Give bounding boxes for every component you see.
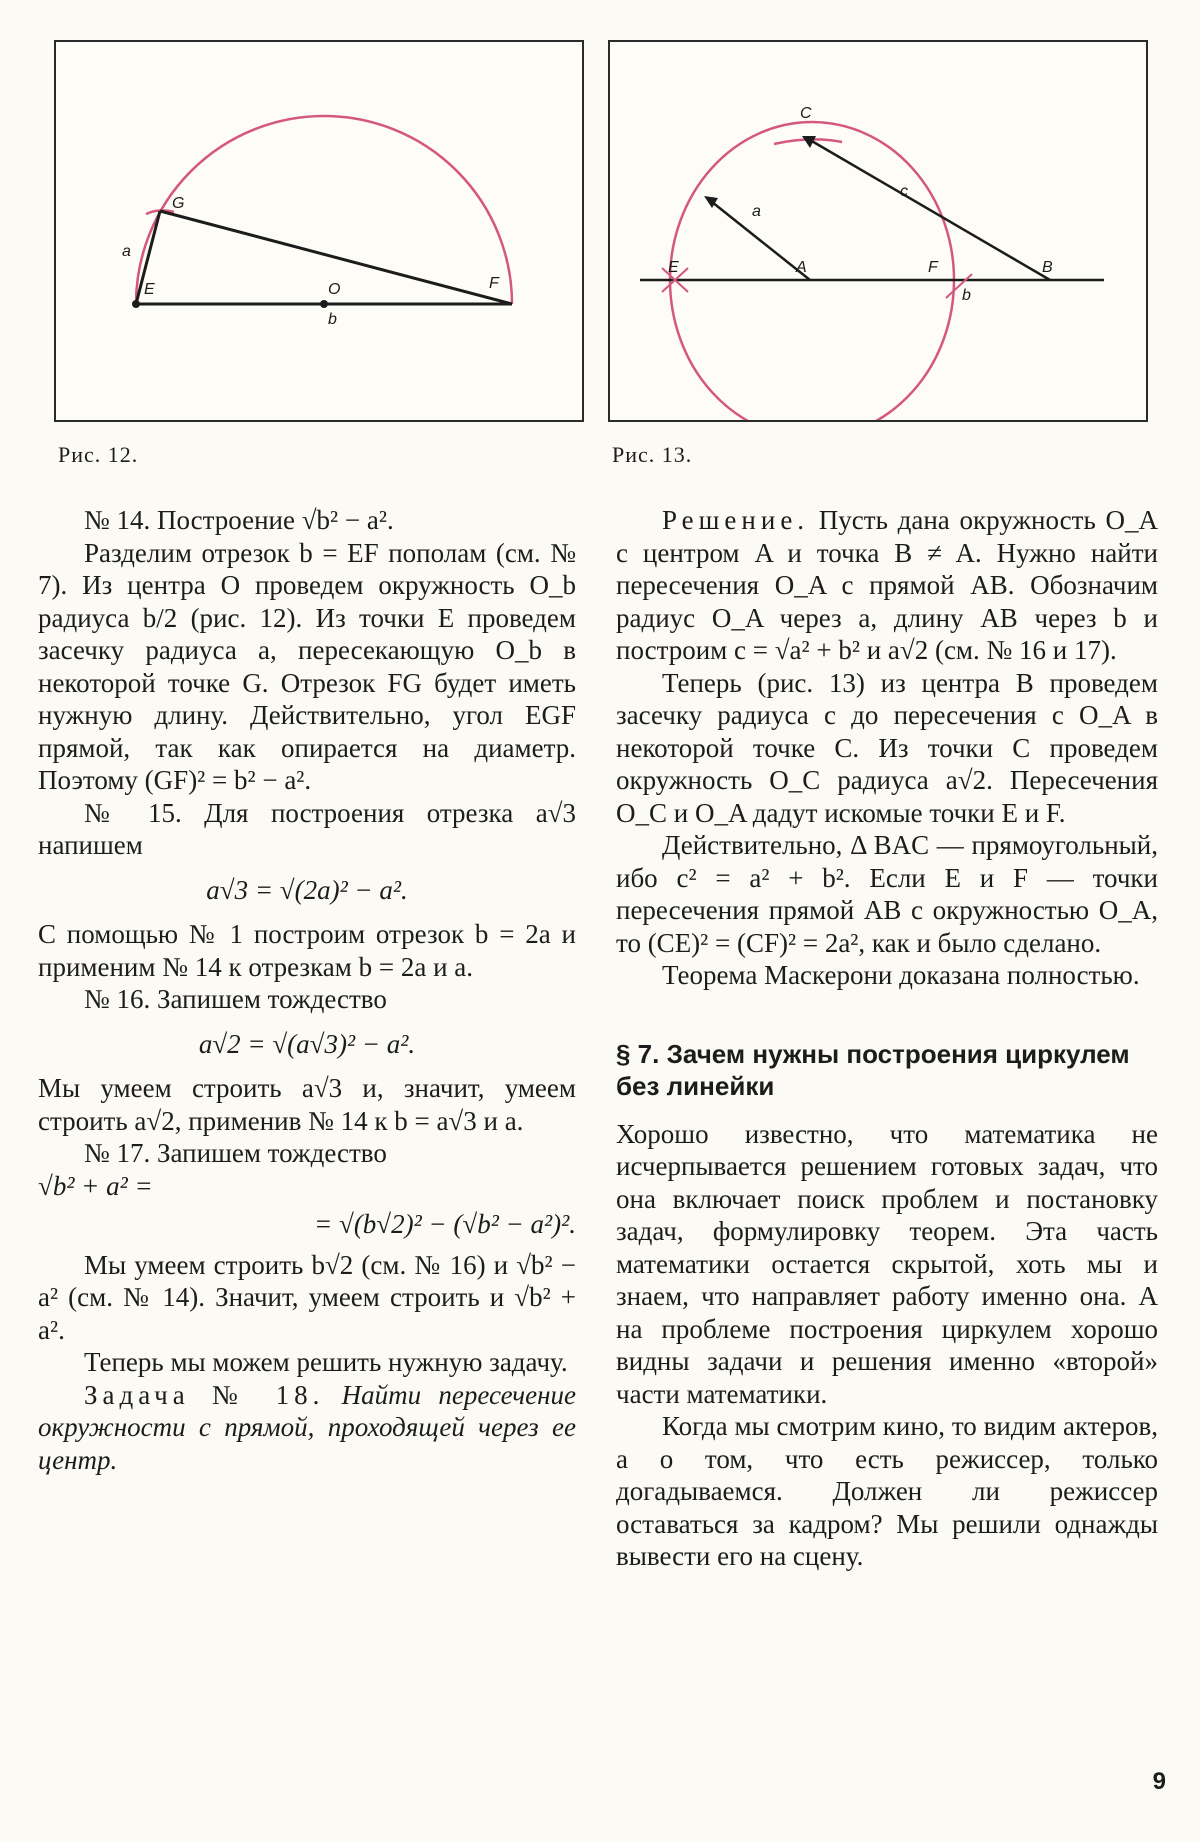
solution-text: Пусть дана окружность O_A с центром A и точка B ≠ A. Нужно найти пересечения O_A с прямой AB. Обозначим радиус O_A через a, длину AB через b и построим c = √a² + b² и a√2 (см. № 16 и 17). [616, 505, 1159, 665]
paragraph-14-body: Разделим отрезок b = EF пополам (см. № 7). Из центра O проведем окружность O_b радиуса b/2 (рис. 12). Из точки E проведем засечку радиуса a, пересекающую O_b в некоторой точке G. Отрезок FG будет иметь нужную длину. Действительно, угол EGF прямой, так как опирается на диаметр. Поэтому (GF)² = b² − a². [38, 537, 576, 795]
paragraph-14-title: № 14. Построение √b² − a². [84, 505, 394, 535]
figure-13-caption: Рис. 13. [612, 442, 693, 467]
paragraph-conclusion: Теперь мы можем решить нужную задачу. [84, 1347, 568, 1377]
paragraph-16: № 16. Запишем тождество [84, 984, 387, 1014]
label-e: E [668, 259, 679, 276]
page-number: 9 [1152, 1768, 1166, 1795]
figure-12 [54, 40, 584, 422]
formula-16: a√2 = √(a√3)² − a². [198, 1028, 416, 1059]
figure-13 [608, 40, 1148, 422]
formula-17-b: = √(b√2)² − (√b² − a²)². [314, 1209, 576, 1239]
right-column [616, 504, 1158, 1573]
paragraph-17: № 17. Запишем тождество [84, 1138, 387, 1168]
paragraph-17-body: Мы умеем строить b√2 (см. № 16) и √b² − a² (см. № 14). Значит, умеем строить и √b² + a². [38, 1249, 576, 1345]
figure-13-diagram [610, 42, 1146, 420]
semicircle-arc [136, 116, 512, 304]
formula-17-a: √b² + a² = [38, 1170, 153, 1201]
figure-12-diagram [56, 42, 582, 420]
task-18-label: Задача № 18. [84, 1379, 325, 1410]
label-a: a [752, 203, 761, 220]
label-a: a [122, 243, 131, 260]
paragraph-solution [616, 504, 1158, 667]
label-c-point: C [800, 105, 812, 122]
circle-oc [670, 122, 954, 420]
paragraph-15-body: С помощью № 1 построим отрезок b = 2a и применим № 14 к отрезкам b = 2a и a. [38, 919, 576, 982]
label-f: F [928, 259, 938, 276]
section-heading: § 7. Зачем нужны построения циркулем без линейки [616, 1038, 1130, 1101]
label-b: b [962, 287, 971, 304]
paragraph-16-body: Мы умеем строить a√3 и, значит, умеем строить a√2, применив № 14 к b = a√3 и a. [38, 1073, 576, 1136]
label-e: E [144, 281, 155, 298]
paragraph-task-18 [38, 1379, 576, 1477]
left-column [38, 504, 576, 1476]
paragraph-section-1: Хорошо известно, что математика не исчерпывается решением готовых задач, что она включает поиск проблем и постановку задач, формулировку теорем. Эта часть математики остается скрытой, хоть мы и знаем, что направляет работу именно она. А на проблеме построения циркулем хорошо видны задачи и решения именно «второй» части математики. [616, 1118, 1158, 1409]
point-o [320, 300, 328, 308]
solution-label: Решение. [662, 505, 810, 535]
figure-12-caption: Рис. 12. [58, 442, 139, 467]
label-b-point: B [1042, 259, 1053, 276]
label-f: F [489, 275, 499, 292]
label-b: b [328, 311, 337, 328]
label-g: G [172, 195, 185, 212]
paragraph-proof: Действительно, Δ BAC — прямоугольный, ибо c² = a² + b². Если E и F — точки пересечения прямой AB с окружностью O_A, то (CE)² = (CF)² = 2a², как и было сделано. [616, 830, 1158, 958]
paragraph-15: № 15. Для построения отрезка a√3 напишем [38, 797, 576, 860]
task-18-text: Найти пересечение окружности с прямой, проходящей через ее центр. [38, 1379, 576, 1475]
point-e [132, 300, 140, 308]
formula-15: a√3 = √(2a)² − a². [206, 874, 408, 905]
label-a-point: A [796, 259, 807, 276]
label-o: O [328, 281, 341, 298]
paragraph-section-2: Когда мы смотрим кино, то видим актеров, а о том, что есть режиссер, только догадываемся. Должен ли режиссер оставаться за кадром? Мы решили однажды вывести его на сцену. [616, 1411, 1158, 1571]
paragraph-construction: Теперь (рис. 13) из центра B проведем засечку радиуса c до пересечения с O_A в некоторой точке C. Из точки C проведем окружность O_C радиуса a√2. Пересечения O_C и O_A дадут искомые точки E и F. [616, 667, 1158, 828]
label-c-length: c [900, 183, 908, 200]
paragraph-theorem: Теорема Маскерони доказана полностью. [662, 960, 1140, 990]
